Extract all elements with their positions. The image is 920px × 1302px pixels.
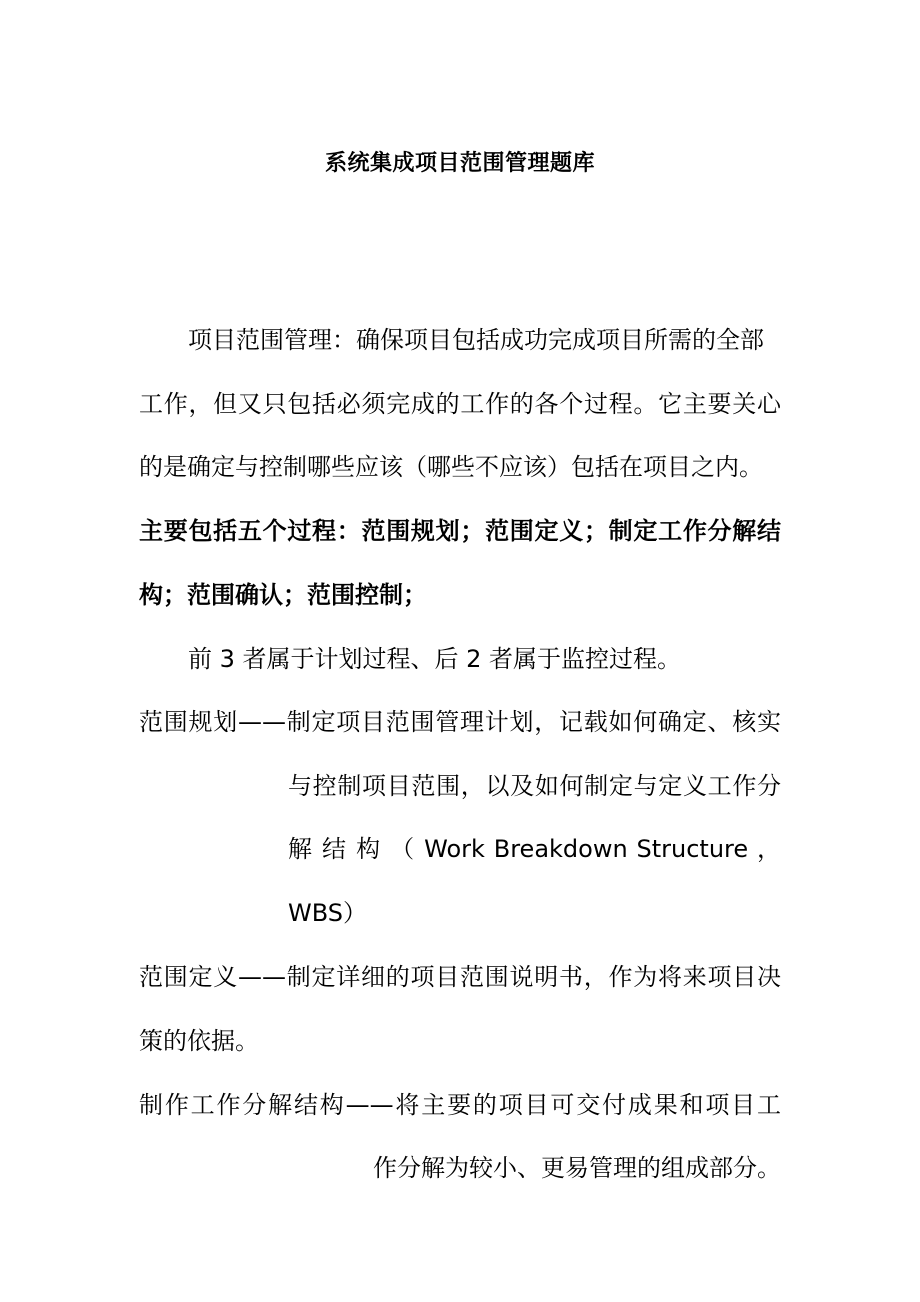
paragraph-definition-line-3: 的是确定与控制哪些应该（哪些不应该）包括在项目之内。 xyxy=(139,453,763,481)
scope-planning-line-1: 范围规划——制定项目范围管理计划，记载如何确定、核实 xyxy=(139,708,781,736)
paragraph-processes-line-1: 主要包括五个过程：范围规划；范围定义；制定工作分解结 xyxy=(139,517,781,545)
scope-planning-line-4: WBS） xyxy=(288,899,368,927)
scope-definition-line-1: 范围定义——制定详细的项目范围说明书，作为将来项目决 xyxy=(139,963,781,991)
scope-definition-line-2: 策的依据。 xyxy=(139,1027,259,1055)
scope-planning-line-3: 解 结 构 （ Work Breakdown Structure ， xyxy=(288,835,781,863)
document-title: 系统集成项目范围管理题库 xyxy=(324,151,595,176)
paragraph-process-groups: 前 3 者属于计划过程、后 2 者属于监控过程。 xyxy=(188,645,682,673)
scope-planning-line-2: 与控制项目范围，以及如何制定与定义工作分 xyxy=(288,772,781,800)
paragraph-definition-line-1: 项目范围管理：确保项目包括成功完成项目所需的全部 xyxy=(188,326,764,354)
create-wbs-line-1: 制作工作分解结构——将主要的项目可交付成果和项目工 xyxy=(139,1091,781,1119)
paragraph-definition-line-2: 工作，但又只包括必须完成的工作的各个过程。它主要关心 xyxy=(139,390,781,418)
create-wbs-line-2: 作分解为较小、更易管理的组成部分。 xyxy=(373,1154,781,1182)
paragraph-processes-line-2: 构；范围确认；范围控制； xyxy=(139,581,427,609)
